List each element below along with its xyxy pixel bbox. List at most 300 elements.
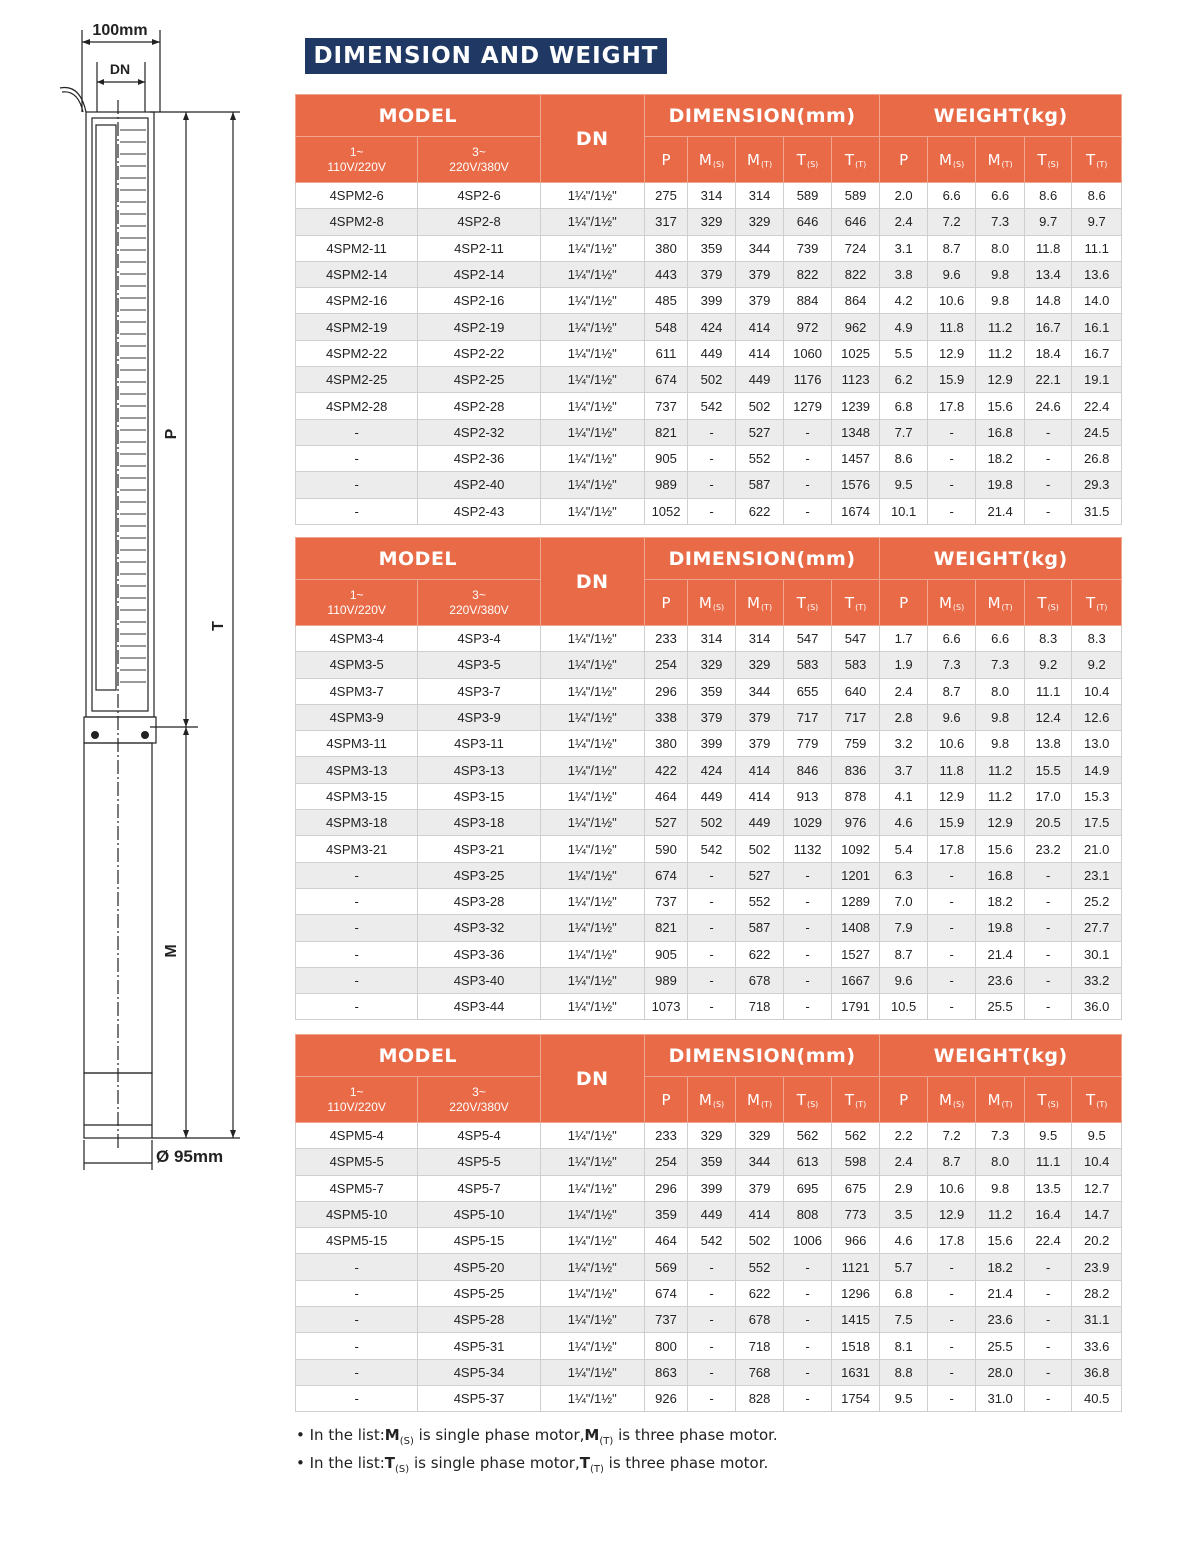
cell-model-three-phase: 4SP5-28 (418, 1307, 540, 1333)
cell-wt-p: 3.8 (880, 261, 928, 287)
cell-wt-p: 2.8 (880, 704, 928, 730)
cell-wt-t-s: 20.5 (1024, 810, 1072, 836)
cell-model-three-phase: 4SP2-6 (418, 183, 540, 209)
header-dn (540, 95, 644, 183)
cell-dim-p: 296 (644, 1175, 687, 1201)
cell-dim-m-s: 399 (688, 731, 736, 757)
cell-dim-p: 737 (644, 1307, 687, 1333)
three-phase-symbol: 3~ (472, 144, 486, 159)
diameter-label: Ø 95mm (156, 1147, 224, 1166)
wt-col-p-letter: P (899, 150, 909, 169)
cell-dim-t-s: - (784, 967, 832, 993)
dim-col-m-t (735, 137, 784, 183)
cell-dim-t-s: 1176 (784, 367, 832, 393)
table-row (296, 1201, 1122, 1227)
table-row (296, 941, 1122, 967)
dim-col-t-s-letter: T (796, 1090, 806, 1109)
cell-model-three-phase: 4SP5-31 (418, 1333, 540, 1359)
cell-dim-t-t: 1527 (831, 941, 880, 967)
cell-wt-t-t: 14.0 (1072, 288, 1122, 314)
cell-dim-p: 275 (644, 183, 687, 209)
dim-col-t-t-letter: T (844, 150, 855, 169)
dim-col-m-s-letter: M (698, 1090, 712, 1109)
wt-col-t-t-subscript: (T) (1096, 1099, 1108, 1109)
cell-wt-m-t: 16.8 (976, 862, 1025, 888)
cell-model-single-phase: 4SPM3-11 (296, 731, 418, 757)
cell-model-three-phase: 4SP5-7 (418, 1175, 540, 1201)
cell-dn: 1¼"/1½" (540, 836, 644, 862)
wt-col-m-s-letter: M (938, 150, 952, 169)
cell-wt-p: 8.6 (880, 445, 928, 471)
table-row (296, 183, 1122, 209)
cell-dim-t-s: - (784, 419, 832, 445)
wt-col-m-s (927, 137, 976, 183)
cell-dim-m-t: 552 (735, 445, 784, 471)
dim-col-m-s-subscript: (S) (712, 602, 725, 612)
cell-wt-t-t: 33.2 (1072, 967, 1122, 993)
cell-dn: 1¼"/1½" (540, 1333, 644, 1359)
cell-wt-m-s: 17.8 (927, 836, 976, 862)
cell-model-three-phase: 4SP2-28 (418, 393, 540, 419)
cell-model-three-phase: 4SP3-11 (418, 731, 540, 757)
cell-wt-t-s: 17.0 (1024, 783, 1072, 809)
cell-wt-t-s: 13.4 (1024, 261, 1072, 287)
cell-model-single-phase: 4SPM2-22 (296, 340, 418, 366)
dim-col-m-s-letter: M (698, 593, 712, 612)
cell-dim-m-s: 379 (688, 261, 736, 287)
header-dimension-text: DIMENSION(mm) (668, 104, 856, 127)
cell-wt-t-s: - (1024, 967, 1072, 993)
cell-model-three-phase: 4SP5-5 (418, 1149, 540, 1175)
cell-dim-m-t: 718 (735, 1333, 784, 1359)
cell-dim-m-s: 359 (688, 235, 736, 261)
cell-wt-t-t: 8.6 (1072, 183, 1122, 209)
dim-col-p-letter: P (661, 150, 671, 169)
header-weight (880, 95, 1122, 137)
cell-dim-m-t: 678 (735, 967, 784, 993)
dim-col-t-t-letter: T (844, 593, 855, 612)
cell-dim-t-s: - (784, 862, 832, 888)
cell-dim-m-t: 414 (735, 783, 784, 809)
cell-wt-p: 5.7 (880, 1254, 928, 1280)
cell-dim-m-s: - (688, 498, 736, 524)
cell-dim-t-t: 1754 (831, 1385, 880, 1411)
cell-dim-t-t: 1518 (831, 1333, 880, 1359)
cell-wt-p: 4.6 (880, 810, 928, 836)
cell-model-three-phase: 4SP3-44 (418, 994, 540, 1020)
cell-model-single-phase: 4SPM5-15 (296, 1228, 418, 1254)
cell-wt-t-t: 16.1 (1072, 314, 1122, 340)
cell-dim-m-t: 587 (735, 915, 784, 941)
cell-wt-t-t: 21.0 (1072, 836, 1122, 862)
cell-dim-t-s: 1132 (784, 836, 832, 862)
cell-wt-m-s: 10.6 (927, 731, 976, 757)
cell-wt-m-t: 23.6 (976, 967, 1025, 993)
wt-col-t-s-subscript: (S) (1047, 1099, 1059, 1109)
cell-dim-t-t: 1674 (831, 498, 880, 524)
cell-dn: 1¼"/1½" (540, 288, 644, 314)
cell-dim-m-t: 314 (735, 626, 784, 652)
header-weight-text: WEIGHT(kg) (933, 1044, 1068, 1067)
cell-dn: 1¼"/1½" (540, 783, 644, 809)
cell-dim-t-s: 739 (784, 235, 832, 261)
cell-wt-p: 2.4 (880, 678, 928, 704)
cell-dn: 1¼"/1½" (540, 1149, 644, 1175)
cell-wt-m-t: 8.0 (976, 1149, 1025, 1175)
wt-col-m-t-subscript: (T) (1001, 1099, 1013, 1109)
cell-dim-t-t: 1791 (831, 994, 880, 1020)
dim-col-t-s-subscript: (S) (806, 159, 819, 169)
table-row (296, 209, 1122, 235)
cell-wt-t-s: 11.1 (1024, 1149, 1072, 1175)
dim-col-p (644, 1077, 687, 1123)
cell-wt-m-t: 16.8 (976, 419, 1025, 445)
table-row (296, 498, 1122, 524)
cell-dim-m-t: 329 (735, 209, 784, 235)
table-row (296, 314, 1122, 340)
cell-wt-t-t: 20.2 (1072, 1228, 1122, 1254)
cell-dim-m-s: - (688, 1359, 736, 1385)
cell-dim-t-t: 759 (831, 731, 880, 757)
cell-model-three-phase: 4SP5-15 (418, 1228, 540, 1254)
cell-wt-t-t: 24.5 (1072, 419, 1122, 445)
header-weight (880, 538, 1122, 580)
cell-dim-p: 464 (644, 1228, 687, 1254)
table-row (296, 888, 1122, 914)
table-row (296, 235, 1122, 261)
cell-wt-m-s: 9.6 (927, 704, 976, 730)
cell-wt-p: 6.8 (880, 393, 928, 419)
cell-wt-t-s: - (1024, 941, 1072, 967)
table-row (296, 994, 1122, 1020)
cell-dim-p: 1052 (644, 498, 687, 524)
dim-col-t-t (831, 137, 880, 183)
cell-dim-m-s: - (688, 1254, 736, 1280)
cell-dim-m-t: 414 (735, 340, 784, 366)
cell-dim-m-s: - (688, 419, 736, 445)
note-single-phase: is single phase motor, (418, 1426, 585, 1444)
cell-wt-m-t: 11.2 (976, 1201, 1025, 1227)
cell-dim-p: 485 (644, 288, 687, 314)
table-row (296, 261, 1122, 287)
cell-wt-m-s: 12.9 (927, 1201, 976, 1227)
cell-wt-m-s: 11.8 (927, 757, 976, 783)
cell-dim-m-t: 502 (735, 393, 784, 419)
cell-wt-t-t: 23.1 (1072, 862, 1122, 888)
cell-wt-m-s: - (927, 941, 976, 967)
cell-dim-m-t: 622 (735, 1280, 784, 1306)
cell-dim-m-s: 449 (688, 783, 736, 809)
cell-wt-m-t: 9.8 (976, 288, 1025, 314)
cell-dim-m-t: 502 (735, 1228, 784, 1254)
cell-wt-m-s: 6.6 (927, 183, 976, 209)
cell-wt-m-t: 19.8 (976, 915, 1025, 941)
cell-wt-m-s: - (927, 419, 976, 445)
cell-wt-m-s: - (927, 1307, 976, 1333)
cell-dim-t-s: 884 (784, 288, 832, 314)
cell-dim-p: 926 (644, 1385, 687, 1411)
cell-dim-t-t: 1239 (831, 393, 880, 419)
cell-model-single-phase: - (296, 967, 418, 993)
footnote-motor: • In the $list:M_{(S)}$ is single phase $motor,M_{(T)}$ is three phase motor. (296, 1426, 778, 1447)
cell-wt-t-s: 18.4 (1024, 340, 1072, 366)
cell-wt-t-s: 23.2 (1024, 836, 1072, 862)
cell-wt-m-t: 6.6 (976, 626, 1025, 652)
cell-wt-t-t: 8.3 (1072, 626, 1122, 652)
cell-dim-p: 821 (644, 915, 687, 941)
cell-wt-t-t: 9.7 (1072, 209, 1122, 235)
cell-wt-t-s: - (1024, 915, 1072, 941)
cell-wt-m-s: - (927, 915, 976, 941)
cell-wt-t-t: 13.0 (1072, 731, 1122, 757)
cell-model-single-phase: 4SPM3-7 (296, 678, 418, 704)
cell-dim-t-s: 1029 (784, 810, 832, 836)
cell-dim-p: 674 (644, 1280, 687, 1306)
cell-wt-p: 8.7 (880, 941, 928, 967)
cell-dim-t-t: 583 (831, 652, 880, 678)
cell-model-three-phase: 4SP2-19 (418, 314, 540, 340)
cell-model-three-phase: 4SP3-9 (418, 704, 540, 730)
cell-wt-m-s: - (927, 994, 976, 1020)
cell-dim-t-s: 779 (784, 731, 832, 757)
cell-wt-m-t: 7.3 (976, 209, 1025, 235)
three-phase-voltage: 220V/380V (449, 602, 509, 617)
cell-model-three-phase: 4SP3-5 (418, 652, 540, 678)
cell-model-single-phase: 4SPM2-11 (296, 235, 418, 261)
wt-col-t-s-subscript: (S) (1047, 159, 1059, 169)
wt-col-p (880, 137, 928, 183)
cell-wt-m-t: 7.3 (976, 652, 1025, 678)
cell-wt-p: 2.0 (880, 183, 928, 209)
header-model (296, 1035, 541, 1077)
single-phase-symbol: 1~ (349, 144, 364, 159)
cell-model-three-phase: 4SP5-25 (418, 1280, 540, 1306)
cell-model-single-phase: 4SPM2-28 (296, 393, 418, 419)
cell-model-single-phase: 4SPM5-10 (296, 1201, 418, 1227)
cell-wt-p: 8.1 (880, 1333, 928, 1359)
wt-col-m-t (976, 580, 1025, 626)
cell-dim-m-t: 552 (735, 1254, 784, 1280)
cell-wt-m-t: 15.6 (976, 1228, 1025, 1254)
cell-model-single-phase: - (296, 941, 418, 967)
cell-model-single-phase: - (296, 915, 418, 941)
cell-dn: 1¼"/1½" (540, 862, 644, 888)
cell-dn: 1¼"/1½" (540, 1359, 644, 1385)
cell-dim-t-t: 547 (831, 626, 880, 652)
cell-wt-m-t: 15.6 (976, 393, 1025, 419)
cell-dim-p: 443 (644, 261, 687, 287)
cell-dn: 1¼"/1½" (540, 340, 644, 366)
cell-dim-t-t: 773 (831, 1201, 880, 1227)
note-prefix: • In the list: (296, 1426, 385, 1444)
table-row (296, 1280, 1122, 1306)
cell-wt-p: 8.8 (880, 1359, 928, 1385)
table-row (296, 445, 1122, 471)
cell-dim-t-t: 1092 (831, 836, 880, 862)
cell-model-single-phase: - (296, 472, 418, 498)
cell-dim-t-t: 1025 (831, 340, 880, 366)
cell-dim-m-s: 329 (688, 1123, 736, 1149)
cell-dn: 1¼"/1½" (540, 209, 644, 235)
cell-wt-t-t: 33.6 (1072, 1333, 1122, 1359)
wt-col-m-t-letter: M (987, 593, 1001, 612)
cell-dim-t-t: 675 (831, 1175, 880, 1201)
dim-col-m-s (688, 1077, 736, 1123)
cell-dim-m-s: 542 (688, 393, 736, 419)
table-row (296, 678, 1122, 704)
cell-wt-t-t: 23.9 (1072, 1254, 1122, 1280)
cell-wt-p: 10.1 (880, 498, 928, 524)
cell-dn: 1¼"/1½" (540, 445, 644, 471)
cell-dim-p: 380 (644, 731, 687, 757)
cell-dim-m-s: - (688, 994, 736, 1020)
cell-dim-p: 800 (644, 1333, 687, 1359)
cell-model-single-phase: 4SPM5-5 (296, 1149, 418, 1175)
cell-dim-p: 317 (644, 209, 687, 235)
cell-wt-t-s: 16.4 (1024, 1201, 1072, 1227)
wt-col-m-s-subscript: (S) (952, 602, 965, 612)
header-single-phase (296, 1077, 418, 1123)
table-row (296, 1228, 1122, 1254)
table-row (296, 419, 1122, 445)
cell-wt-m-t: 21.4 (976, 1280, 1025, 1306)
dim-col-p-letter: P (661, 593, 671, 612)
cell-dim-m-t: 622 (735, 941, 784, 967)
cell-model-single-phase: 4SPM3-18 (296, 810, 418, 836)
dim-col-t-t (831, 580, 880, 626)
cell-wt-m-t: 9.8 (976, 731, 1025, 757)
dim-col-t-s-letter: T (796, 593, 806, 612)
cell-dim-t-s: 808 (784, 1201, 832, 1227)
header-model-text: MODEL (378, 104, 458, 127)
cell-wt-t-t: 9.2 (1072, 652, 1122, 678)
cell-model-single-phase: - (296, 445, 418, 471)
dim-col-t-s (784, 1077, 832, 1123)
cell-wt-p: 4.2 (880, 288, 928, 314)
cell-wt-m-t: 25.5 (976, 1333, 1025, 1359)
cell-model-single-phase: - (296, 1254, 418, 1280)
cell-dim-m-s: 424 (688, 757, 736, 783)
cell-dim-p: 821 (644, 419, 687, 445)
cell-dim-t-s: 547 (784, 626, 832, 652)
dim-col-m-s (688, 137, 736, 183)
cell-dim-p: 359 (644, 1201, 687, 1227)
wt-col-t-s-letter: T (1037, 593, 1047, 612)
header-model (296, 95, 541, 137)
dim-col-p-letter: P (661, 1090, 671, 1109)
cell-wt-t-s: - (1024, 445, 1072, 471)
cell-wt-p: 4.9 (880, 314, 928, 340)
table-row (296, 1123, 1122, 1149)
cell-model-single-phase: 4SPM3-21 (296, 836, 418, 862)
cell-model-single-phase: - (296, 994, 418, 1020)
cell-wt-m-s: 17.8 (927, 1228, 976, 1254)
cell-dim-m-t: 344 (735, 678, 784, 704)
cell-dim-t-s: - (784, 1254, 832, 1280)
three-phase-symbol: 3~ (472, 587, 486, 602)
cell-model-three-phase: 4SP5-4 (418, 1123, 540, 1149)
cell-dim-t-s: 846 (784, 757, 832, 783)
cell-dn: 1¼"/1½" (540, 652, 644, 678)
cell-wt-m-s: - (927, 498, 976, 524)
cell-wt-t-t: 12.6 (1072, 704, 1122, 730)
table-row (296, 472, 1122, 498)
cell-dn: 1¼"/1½" (540, 704, 644, 730)
header-dimension (644, 538, 880, 580)
cell-wt-m-s: 12.9 (927, 340, 976, 366)
cell-dn: 1¼"/1½" (540, 314, 644, 340)
cell-wt-t-s: - (1024, 888, 1072, 914)
cell-dim-m-t: 527 (735, 862, 784, 888)
cell-model-single-phase: - (296, 1307, 418, 1333)
cell-dn: 1¼"/1½" (540, 757, 644, 783)
cell-dim-m-s: 502 (688, 810, 736, 836)
cell-dn: 1¼"/1½" (540, 994, 644, 1020)
cell-wt-t-s: 11.1 (1024, 678, 1072, 704)
cell-dim-m-t: 828 (735, 1385, 784, 1411)
cell-dn: 1¼"/1½" (540, 1175, 644, 1201)
wt-col-t-t-subscript: (T) (1096, 602, 1108, 612)
cell-dim-m-t: 414 (735, 314, 784, 340)
cell-dn: 1¼"/1½" (540, 261, 644, 287)
cell-wt-m-s: 7.3 (927, 652, 976, 678)
m-dimension-label: M (163, 944, 180, 958)
cell-wt-t-s: 14.8 (1024, 288, 1072, 314)
cell-dim-t-s: - (784, 941, 832, 967)
cell-wt-m-s: 10.6 (927, 288, 976, 314)
cell-wt-t-s: 15.5 (1024, 757, 1072, 783)
cell-wt-m-t: 11.2 (976, 340, 1025, 366)
dim-col-m-t (735, 580, 784, 626)
cell-dim-p: 464 (644, 783, 687, 809)
wt-col-p (880, 1077, 928, 1123)
cell-model-three-phase: 4SP2-16 (418, 288, 540, 314)
cell-wt-m-t: 9.8 (976, 704, 1025, 730)
cell-model-three-phase: 4SP2-32 (418, 419, 540, 445)
table-row (296, 783, 1122, 809)
cell-wt-t-t: 15.3 (1072, 783, 1122, 809)
cell-wt-t-t: 14.9 (1072, 757, 1122, 783)
note-prefix: • In the list: (296, 1454, 385, 1472)
cell-model-single-phase: 4SPM3-9 (296, 704, 418, 730)
cell-dn: 1¼"/1½" (540, 967, 644, 993)
cell-wt-p: 5.5 (880, 340, 928, 366)
cell-wt-m-t: 12.9 (976, 367, 1025, 393)
wt-col-m-s-letter: M (938, 1090, 952, 1109)
cell-model-single-phase: 4SPM5-4 (296, 1123, 418, 1149)
cell-wt-t-s: 9.2 (1024, 652, 1072, 678)
cell-wt-p: 2.9 (880, 1175, 928, 1201)
note-single-phase: is single phase motor, (413, 1454, 580, 1472)
cell-wt-t-s: 11.8 (1024, 235, 1072, 261)
table-row (296, 393, 1122, 419)
cell-dim-m-s: 424 (688, 314, 736, 340)
cell-wt-m-t: 8.0 (976, 678, 1025, 704)
cell-dim-m-t: 314 (735, 183, 784, 209)
cell-dim-t-s: 1006 (784, 1228, 832, 1254)
cell-wt-t-t: 19.1 (1072, 367, 1122, 393)
table-row (296, 810, 1122, 836)
cell-model-three-phase: 4SP3-36 (418, 941, 540, 967)
cell-dim-m-s: 399 (688, 288, 736, 314)
cell-dim-p: 254 (644, 1149, 687, 1175)
cell-model-three-phase: 4SP3-25 (418, 862, 540, 888)
cell-wt-m-t: 21.4 (976, 498, 1025, 524)
cell-model-three-phase: 4SP2-36 (418, 445, 540, 471)
wt-col-t-s (1024, 1077, 1072, 1123)
dim-col-m-t-letter: M (746, 593, 760, 612)
cell-dim-t-t: 1201 (831, 862, 880, 888)
